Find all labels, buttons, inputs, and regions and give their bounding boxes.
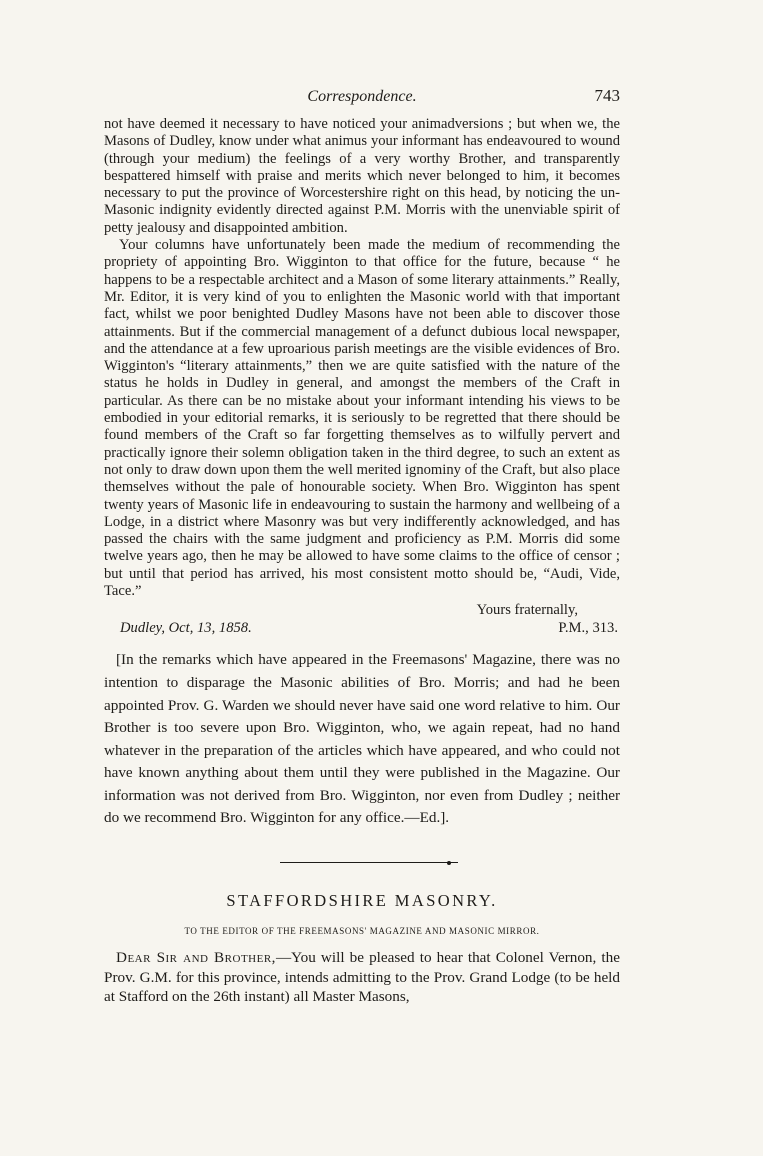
signature-closing: Yours fraternally,	[476, 602, 578, 619]
divider-rule	[280, 862, 458, 863]
signature-place-date: Dudley, Oct, 13, 1858.	[120, 620, 252, 637]
section-subheading: TO THE EDITOR OF THE FREEMASONS' MAGAZINE AND MASONIC MIRROR.	[184, 926, 540, 937]
signature-signer: P.M., 313.	[558, 620, 618, 637]
letter-opening-text: —You will be pleased to hear that Colonel Vernon, the Prov. G.M. for this province, intends admitting to the Prov. Grand Lodge (to be held at Stafford on the 26th instant) all Master Masons,	[104, 949, 620, 1006]
section-heading: STAFFORDSHIRE MASONRY.	[226, 891, 498, 911]
signature-line	[104, 619, 620, 637]
next-letter-opening	[104, 948, 620, 1007]
running-head	[104, 86, 620, 116]
page	[104, 86, 620, 1007]
letter-body	[104, 116, 620, 600]
letter-paragraph-1: not have deemed it necessary to have noticed your animadversions ; but when we, the Masons of Dudley, know under what animus your informant has endeavoured to wound (through your medium) the feelings of a very worthy Brother, and transparently bespattered himself with praise and merits which never belonged to him, it becomes necessary to put the province of Worcestershire right on this head, by noticing the un-Masonic indignity evidently directed against P.M. Morris with the unenviable spirit of petty jealousy and disappointed ambition.	[104, 116, 620, 236]
page-number: 743	[594, 86, 620, 105]
divider-dot	[447, 861, 451, 865]
section-divider	[104, 856, 620, 870]
running-head-title: Correspondence.	[307, 88, 417, 105]
editor-note: [In the remarks which have appeared in the Freemasons' Magazine, there was no intention to disparage the Masonic abilities of Bro. Morris; and had he been appointed Prov. G. Warden we should never have said one word relative to him. Our Brother is too severe upon Bro. Wigginton, who, we again repeat, had no hand whatever in the preparation of the articles which have appeared, and who could not have known anything about them until they were published in the Magazine. Our information was not derived from Bro. Wigginton, nor even from Dudley ; neither do we recommend Bro. Wigginton for any office.—Ed.].	[104, 651, 620, 827]
letter-paragraph-2: Your columns have unfortunately been made the medium of recommending the propriety of appointing Bro. Wigginton to that office for the future, because “ he happens to be a respectable architect and a Mason of some literary attainments.” Really, Mr. Editor, it is very kind of you to enlighten the Masonic world with that important fact, whilst we poor benighted Dudley Masons have not been able to discover those attainments. But if the commercial management of a defunct dubious local newspaper, and the attendance at a few uproarious parish meetings are the visible evidences of Bro. Wigginton's “literary attainments,” then we are quite satisfied with the nature of the status he holds in Dudley in general, and amongst the members of the Craft in particular. As there can be no mistake about your informant intending his views to be embodied in your editorial remarks, it is seriously to be regretted that there should be found members of the Craft so far forgetting themselves as to wilfully pervert and practically ignore their solemn obligation taken in the third degree, to such an extent as not only to draw down upon them the well merited ignominy of the Craft, but also place themselves without the pale of honourable society. When Bro. Wigginton has spent twenty years of Masonic life in endeavouring to sustain the harmony and wellbeing of a Lodge, in a district where Masonry was but very indifferently acknowledged, and has passed the chairs with the same judgment and proficiency as P.M. Morris did some twelve years ago, then he may be allowed to have some claims to the office of censor ; but until that period has arrived, his most consistent motto should be, “Audi, Vide, Tace.”	[104, 237, 620, 600]
letter-salutation: Dear Sir and Brother,	[116, 949, 276, 967]
